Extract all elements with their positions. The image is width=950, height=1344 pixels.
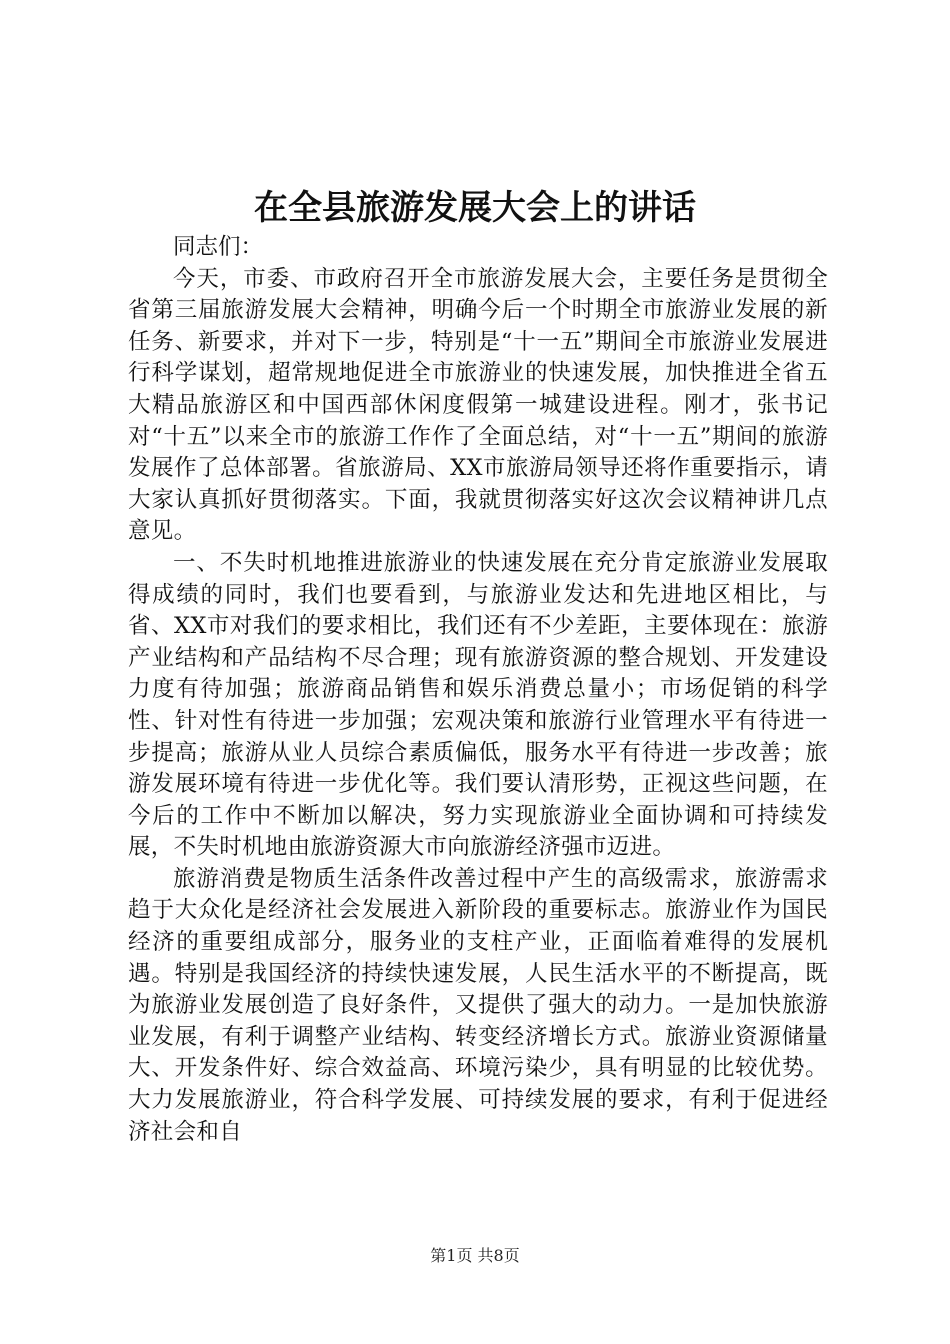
paragraph: 今天，市委、市政府召开全市旅游发展大会，主要任务是贯彻全省第三届旅游发展大会精神，明确今后一个时期全市旅游业发展的新任务、新要求，并对下一步，特别是“十一五”期间全市旅游业发展进行科学谋划，超常规地促进全市旅游业的快速发展，加快推进全省五大精品旅游区和中国西部休闲度假第一城建设进程。刚才，张书记对“十五”以来全市的旅游工作作了全面总结，对“十一五”期间的旅游发展作了总体部署。省旅游局、XX市旅游局领导还将作重要指示，请大家认真抓好贯彻落实。下面，我就贯彻落实好这次会议精神讲几点意见。 xyxy=(128,265,828,545)
document-body xyxy=(128,232,828,1148)
salutation: 同志们： xyxy=(173,234,264,260)
page-footer: 第1页 共8页 xyxy=(430,1246,520,1265)
document-title: 在全县旅游发展大会上的讲话 xyxy=(254,188,696,228)
paragraph: 一、不失时机地推进旅游业的快速发展在充分肯定旅游业发展取得成绩的同时，我们也要看到，与旅游业发达和先进地区相比，与省、XX市对我们的要求相比，我们还有不少差距，主要体现在：旅游产业结构和产品结构不尽合理；现有旅游资源的整合规划、开发建设力度有待加强；旅游商品销售和娱乐消费总量小；市场促销的科学性、针对性有待进一步加强；宏观决策和旅游行业管理水平有待进一步提高；旅游从业人员综合素质偏低，服务水平有待进一步改善；旅游发展环境有待进一步优化等。我们要认清形势，正视这些问题，在今后的工作中不断加以解决，努力实现旅游业全面协调和可持续发展，不失时机地由旅游资源大市向旅游经济强市迈进。 xyxy=(128,549,828,861)
paragraph: 旅游消费是物质生活条件改善过程中产生的高级需求，旅游需求趋于大众化是经济社会发展进入新阶段的重要标志。旅游业作为国民经济的重要组成部分，服务业的支柱产业，正面临着难得的发展机遇。特别是我国经济的持续快速发展，人民生活水平的不断提高，既为旅游业发展创造了良好条件，又提供了强大的动力。一是加快旅游业发展，有利于调整产业结构、转变经济增长方式。旅游业资源储量大、开发条件好、综合效益高、环境污染少，具有明显的比较优势。大力发展旅游业，符合科学发展、可持续发展的要求，有利于促进经济社会和自 xyxy=(128,865,828,1145)
